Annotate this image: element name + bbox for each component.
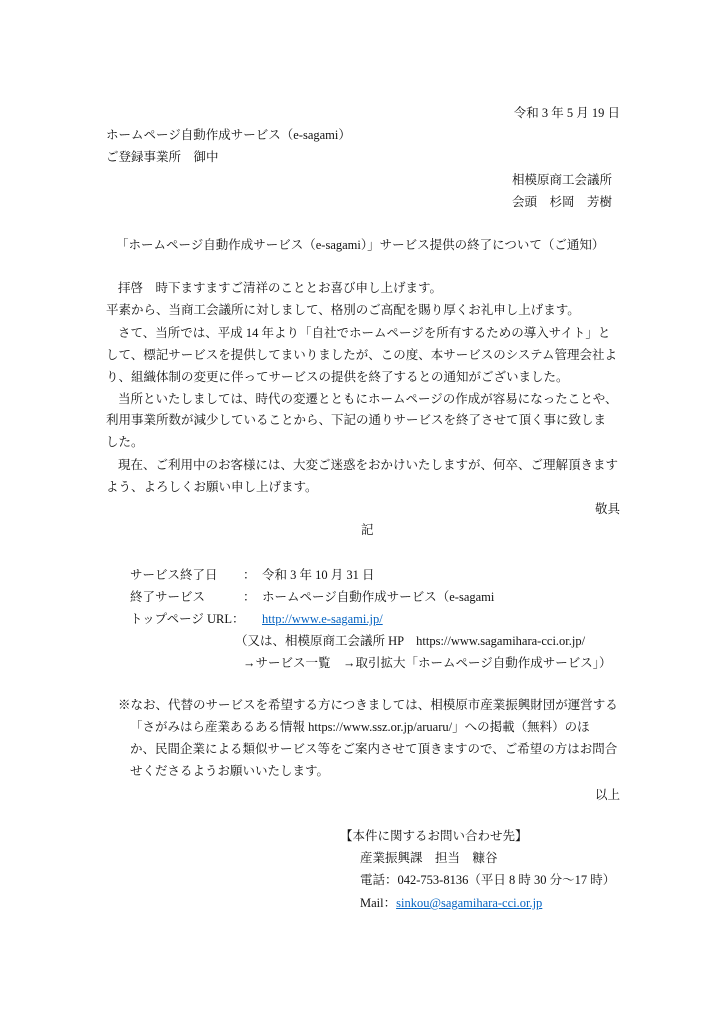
item-separator: ： [243,590,256,604]
contact-phone: 電話：042-753-8136（平日 8 時 30 分～17 時） [360,873,616,887]
item-value-end-date: 令和 3 年 10 月 31 日 [262,568,375,582]
contact-heading: 【本件に関するお問い合わせ先】 [340,829,528,843]
body-line: よう、よろしくお願い申し上げます。 [106,480,318,494]
recipient-service: ホームページ自動作成サービス（e-sagami） [106,128,351,142]
closing-ijou: 以上 [594,788,620,802]
contact-department: 産業振興課 担当 糠谷 [360,851,498,865]
closing-keigu: 敬具 [594,502,620,516]
body-line: 拝啓 時下ますますご清祥のこととお喜び申し上げます。 [118,281,443,295]
note-line: ※なお、代替のサービスを希望する方につきましては、相模原市産業振興財団が運営する [118,698,618,712]
item-label-end-date: サービス終了日 [130,568,218,582]
ki-heading: 記 [361,523,374,537]
sender-organization: 相模原商工会議所 [512,173,613,187]
url-note-line: （又は、相模原商工会議所 HP https://www.sagamihara-cci.or.jp/ [235,634,586,648]
body-line: 現在、ご利用中のお客様には、大変ご迷惑をおかけいたしますが、何卒、ご理解頂きます [118,458,619,472]
body-line: して、標記サービスを提供してまいりましたが、この度、本サービスのシステム管理会社よ [106,348,618,362]
contact-mail-row [360,895,542,911]
body-line: 平素から、当商工会議所に対しまして、格別のご高配を賜り厚くお礼申し上げます。 [106,303,580,317]
body-line: 利用事業所数が減少していることから、下記の通りサービスを終了させて頂く事に致しま [106,413,607,427]
item-label-url: トップページ URL： [130,612,245,626]
sender-name: 会頭 杉岡 芳樹 [512,195,613,209]
recipient-addressee: ご登録事業所 御中 [106,150,219,164]
item-label-service: 終了サービス [130,590,206,604]
note-line: 「さがみはら産業あるある情報 https://www.ssz.or.jp/aruaru/」への掲載（無料）のほ [130,720,590,734]
document-title: 「ホームページ自動作成サービス（e-sagami）」サービス提供の終了について（ご通知） [116,238,605,252]
url-note-line: →サービス一覧 →取引拡大「ホームページ自動作成サービス」） [243,656,612,670]
contact-mail-label: Mail： [360,896,397,910]
note-line: せくださるようお願いいたします。 [130,764,330,778]
body-line: した。 [106,435,144,449]
item-separator: ： [243,568,256,582]
body-line: 当所といたしましては、時代の変遷とともにホームページの作成が容易になったことや、 [118,392,618,406]
top-page-url-link[interactable]: http://www.e-sagami.jp/ [262,612,383,626]
note-line: か、民間企業による類似サービス等をご案内させて頂きますので、ご希望の方はお問合 [130,742,618,756]
body-line: り、組織体制の変更に伴ってサービスの提供を終了するとの通知がございました。 [106,370,569,384]
document-date: 令和 3 年 5 月 19 日 [513,106,620,120]
contact-mail-link[interactable]: sinkou@sagamihara-cci.or.jp [396,896,543,910]
item-value-service: ホームページ自動作成サービス（e-sagami [262,590,495,604]
body-line: さて、当所では、平成 14 年より「自社でホームページを所有するための導入サイト」と [118,326,611,340]
